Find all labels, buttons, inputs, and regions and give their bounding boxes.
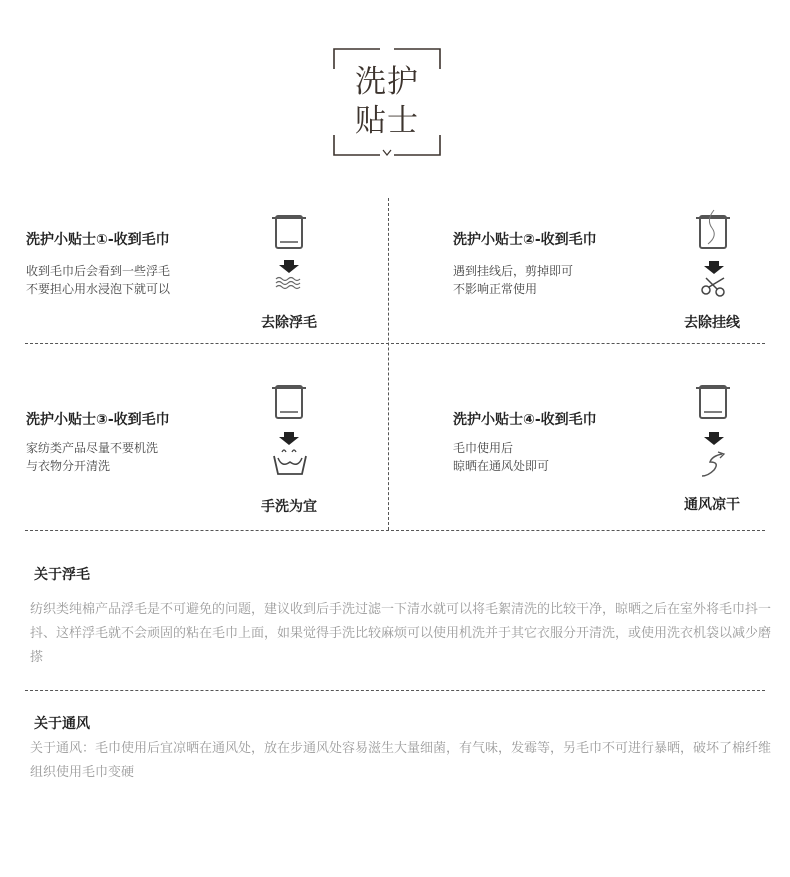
tip-4-desc-line-2: 晾晒在通风处即可 [453,459,550,473]
tip-4-title: 洗护小贴士④-收到毛巾 [453,412,597,428]
section-divider [25,690,765,691]
tip-1-desc-line-1: 收到毛巾后会看到一些浮毛 [26,264,171,278]
section-2-title: 关于通风 [34,716,90,732]
tip-3-desc-line-2: 与衣物分开清洗 [26,459,111,473]
page-title-line-1: 洗护 [355,64,419,100]
section-2-body: 关于通风：毛巾使用后宜凉晒在通风处，放在步通风处容易滋生大量细菌，有气味，发霉等，另毛巾不可进行暴晒，破坏了棉纤维组织使用毛巾变硬 [30,741,772,780]
tip-3-desc-line-1: 家纺类产品尽量不要机洗 [26,441,159,455]
tip-1-title: 洗护小贴士①-收到毛巾 [26,232,170,248]
tip-2-desc-line-1: 遇到挂线后，剪掉即可 [453,264,574,278]
title-frame [332,47,442,157]
tip-3-icon-label: 手洗为宜 [261,499,317,515]
towel-scissors-icon [692,208,736,300]
section-1-title: 关于浮毛 [34,567,90,583]
grid-vertical-divider [388,198,389,530]
towel-water-icon [268,212,312,292]
tip-4-desc-line-1: 毛巾使用后 [453,441,514,455]
tip-1-desc-line-2: 不要担心用水浸泡下就可以 [26,282,171,296]
tip-1-icon-label: 去除浮毛 [261,315,317,331]
tip-2-desc-line-2: 不影响正常使用 [453,282,538,296]
tip-3-title: 洗护小贴士③-收到毛巾 [26,412,170,428]
grid-middle-divider [25,343,765,344]
tip-2-icon-label: 去除挂线 [684,315,740,331]
tip-2-title: 洗护小贴士②-收到毛巾 [453,232,597,248]
grid-bottom-divider [25,530,765,531]
towel-handwash-icon [268,380,312,480]
page-title-line-2: 贴士 [355,103,419,139]
section-1-body: 纺织类纯棉产品浮毛是不可避免的问题，建议收到后手洗过滤一下清水就可以将毛絮清洗的比较干净，晾晒之后在室外将毛巾抖一抖、这样浮毛就不会顽固的粘在毛巾上面，如果觉得手洗比较麻烦可以使用机洗并于其它衣服分开清洗，或使用洗衣机袋以减少磨搽 [30,602,772,665]
tip-4-icon-label: 通风凉干 [684,497,740,513]
towel-hang-dry-icon [692,380,736,484]
